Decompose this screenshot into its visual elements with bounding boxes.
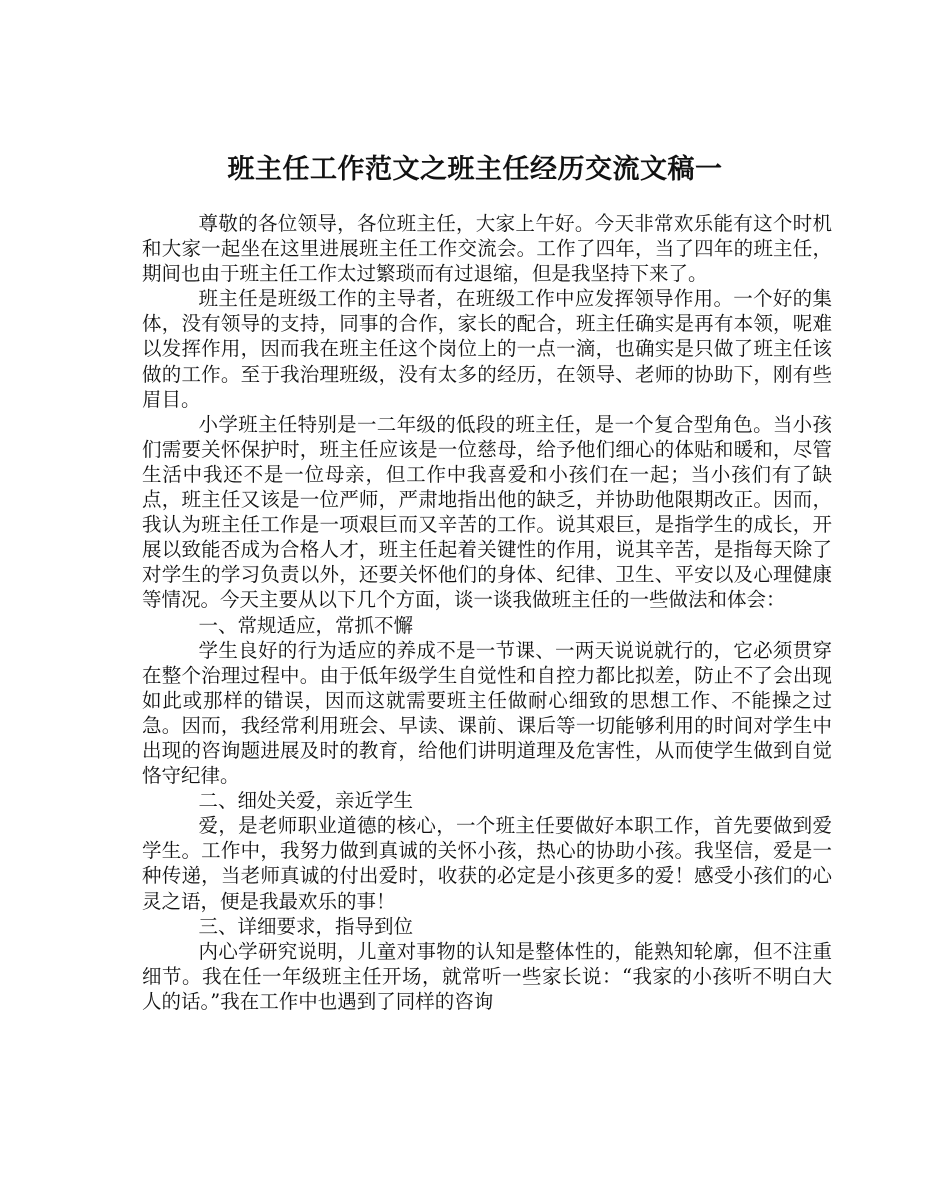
- paragraph-care: 爱，是老师职业道德的核心，一个班主任要做好本职工作，首先要做到爱学生。工作中，我努力做到真诚的关怀小孩，热心的协助小孩。我坚信，爱是一种传递，当老师真诚的付出爱时，收获的必定是小孩更多的爱！感受小孩们的心灵之语，便是我最欢乐的事！: [142, 814, 832, 913]
- paragraph-greeting: 尊敬的各位领导，各位班主任，大家上午好。今天非常欢乐能有这个时机和大家一起坐在这里进展班主任工作交流会。工作了四年，当了四年的班主任，期间也由于班主任工作太过繁琐而有过退缩，但是我坚持下来了。: [142, 212, 832, 286]
- paragraph-role: 小学班主任特别是一二年级的低段的班主任，是一个复合型角色。当小孩们需要关怀保护时，班主任应该是一位慈母，给予他们细心的体贴和暖和，尽管生活中我还不是一位母亲，但工作中我喜爱和小孩们在一起；当小孩们有了缺点，班主任又该是一位严师，严肃地指出他的缺乏，并协助他限期改正。因而，我认为班主任工作是一项艰巨而又辛苦的工作。说其艰巨，是指学生的成长，开展以致能否成为合格人才，班主任起着关键性的作用，说其辛苦，是指每天除了对学生的学习负责以外，还要关怀他们的身体、纪律、卫生、平安以及心理健康等情况。今天主要从以下几个方面，谈一谈我做班主任的一些做法和体会：: [142, 412, 832, 612]
- section-heading-3: 三、详细要求，指导到位: [198, 914, 414, 938]
- section-heading-2: 二、细处关爱，亲近学生: [198, 789, 414, 813]
- paragraph-requirements: 内心学研究说明，儿童对事物的认知是整体性的，能熟知轮廓，但不注重细节。我在任一年级班主任开场，就常听一些家长说：“我家的小孩听不明白大人的话。”我在工作中也遇到了同样的咨询: [142, 939, 832, 1013]
- document-body: [142, 211, 832, 1014]
- paragraph-habits: 学生良好的行为适应的养成不是一节课、一两天说说就行的，它必须贯穿在整个治理过程中。由于低年级学生自觉性和自控力都比拟差，防止不了会出现如此或那样的错误，因而这就需要班主任做耐心细致的思想工作、不能操之过急。因而，我经常利用班会、早读、课前、课后等一切能够利用的时间对学生中出现的咨询题进展及时的教育，给他们讲明道理及危害性，从而使学生做到自觉恪守纪律。: [142, 638, 832, 788]
- paragraph-leadership: 班主任是班级工作的主导者，在班级工作中应发挥领导作用。一个好的集体，没有领导的支持，同事的合作，家长的配合，班主任确实是再有本领，呢难以发挥作用，因而我在班主任这个岗位上的一点一滴，也确实是只做了班主任该做的工作。至于我治理班级，没有太多的经历，在领导、老师的协助下，刚有些眉目。: [142, 287, 832, 411]
- section-heading-1: 一、常规适应，常抓不懈: [198, 613, 414, 637]
- document-title: 班主任工作范文之班主任经历交流文稿一: [227, 154, 723, 186]
